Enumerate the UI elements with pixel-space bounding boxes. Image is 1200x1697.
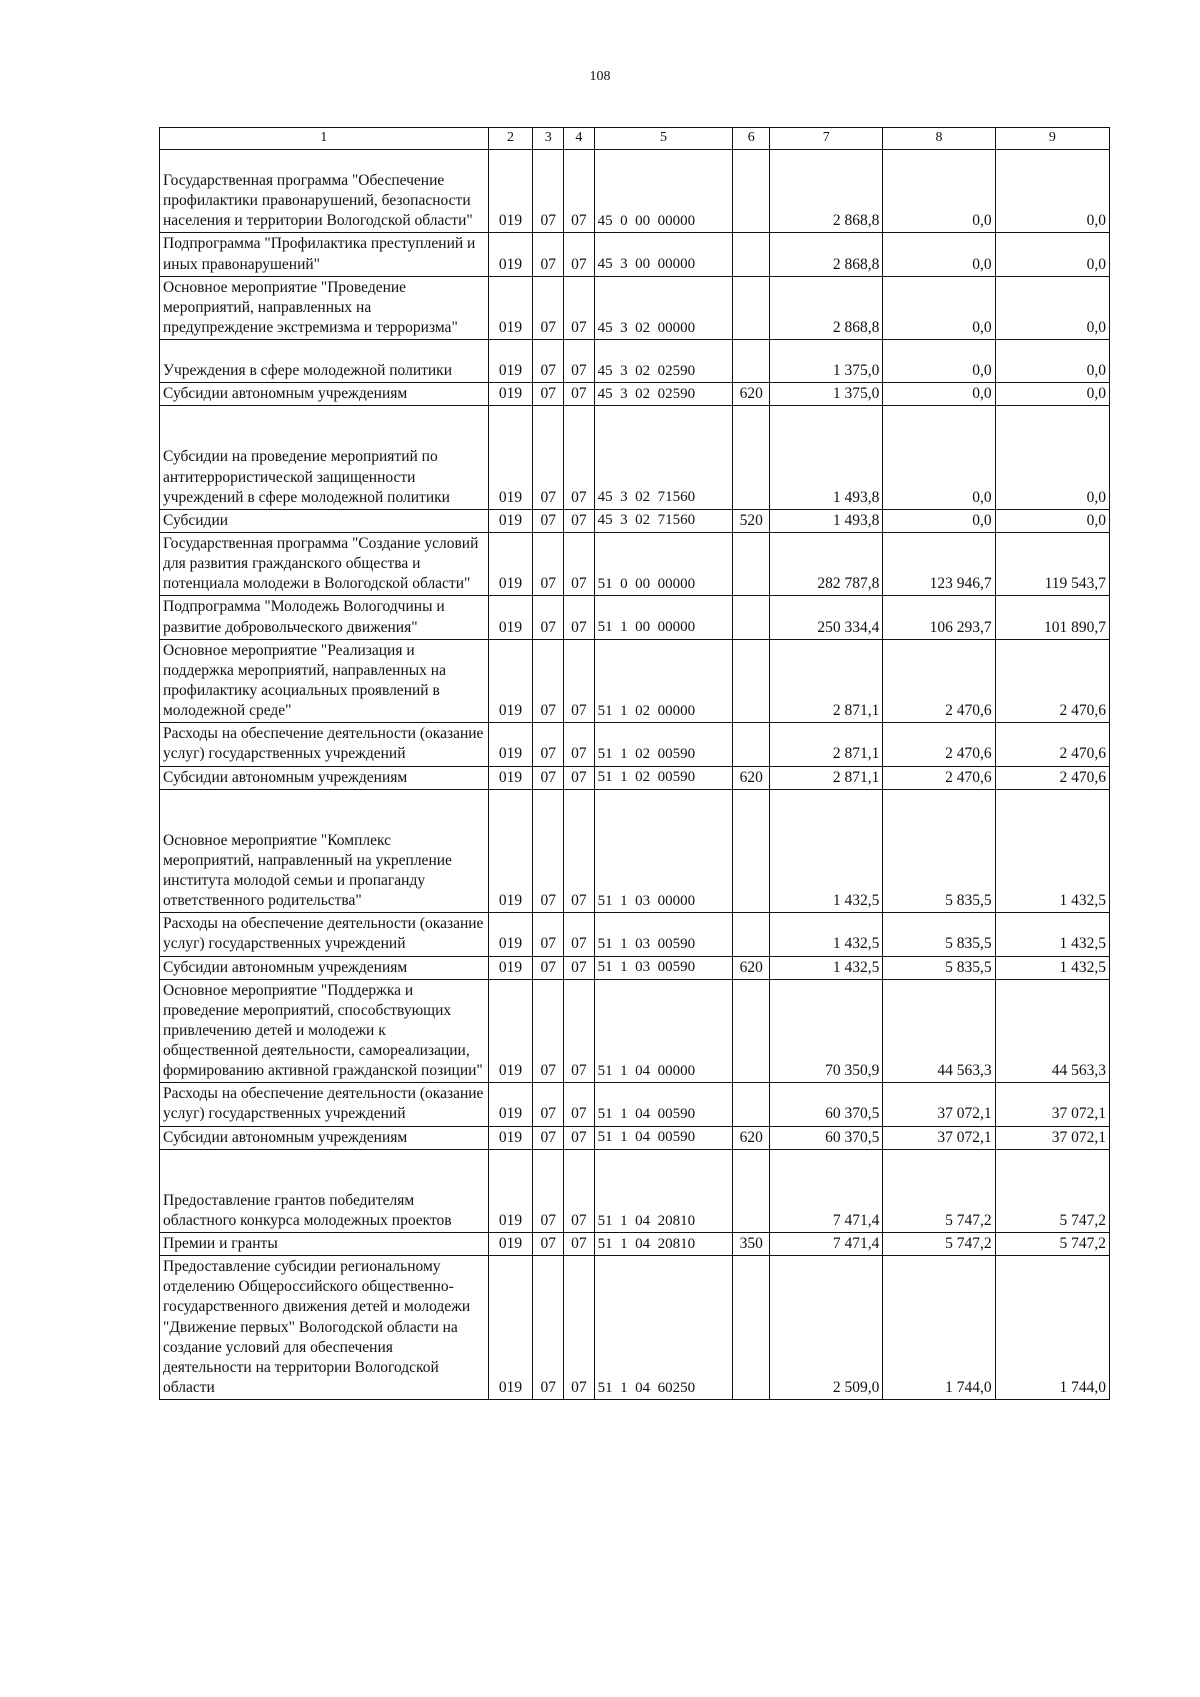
- row-col-3: 07: [533, 340, 564, 383]
- row-col-3: 07: [533, 789, 564, 913]
- row-col-4: 07: [564, 150, 595, 233]
- row-col-6: 620: [733, 383, 770, 406]
- row-name: Основное мероприятие "Проведение мероприятий, направленных на предупреждение экстремизма и терроризма": [160, 276, 489, 339]
- row-col-7: 282 787,8: [770, 532, 883, 595]
- row-col-6: 520: [733, 509, 770, 532]
- row-name: Субсидии автономным учреждениям: [160, 766, 489, 789]
- row-col-9: 5 747,2: [995, 1149, 1109, 1232]
- row-col-7: 1 432,5: [770, 789, 883, 913]
- row-col-9: 1 432,5: [995, 913, 1109, 956]
- row-col-3: 07: [533, 913, 564, 956]
- row-col-7: 2 868,8: [770, 233, 883, 276]
- row-col-7: 7 471,4: [770, 1149, 883, 1232]
- row-col-6: [733, 150, 770, 233]
- row-col-4: 07: [564, 276, 595, 339]
- header-col-5: 5: [594, 128, 733, 150]
- row-col-8: 0,0: [883, 150, 995, 233]
- row-col-7: 60 370,5: [770, 1126, 883, 1149]
- row-col-9: 0,0: [995, 383, 1109, 406]
- row-col-2: 019: [488, 1256, 533, 1400]
- row-name-text: Учреждения в сфере молодежной политики: [163, 362, 453, 380]
- row-col-3: 07: [533, 1126, 564, 1149]
- row-name: Подпрограмма "Профилактика преступлений и иных правонарушений": [160, 233, 489, 276]
- row-col-4: 07: [564, 1256, 595, 1400]
- row-col-9: 119 543,7: [995, 532, 1109, 595]
- row-name: [160, 150, 489, 233]
- row-col-3: 07: [533, 723, 564, 766]
- row-col-3: 07: [533, 639, 564, 723]
- row-col-6: [733, 276, 770, 339]
- row-col-6: [733, 639, 770, 723]
- row-col-8: 123 946,7: [883, 532, 995, 595]
- table-row: [160, 1083, 1110, 1126]
- row-code: 45 3 02 00000: [594, 276, 733, 339]
- row-col-9: 0,0: [995, 509, 1109, 532]
- row-col-4: 07: [564, 789, 595, 913]
- row-col-4: 07: [564, 956, 595, 979]
- row-col-7: 1 432,5: [770, 913, 883, 956]
- row-code: 45 3 02 02590: [594, 340, 733, 383]
- row-code: 45 0 00 00000: [594, 150, 733, 233]
- row-col-7: 70 350,9: [770, 979, 883, 1083]
- row-col-3: 07: [533, 276, 564, 339]
- row-col-9: 37 072,1: [995, 1126, 1109, 1149]
- row-code: 51 1 04 20810: [594, 1233, 733, 1256]
- row-col-4: 07: [564, 1126, 595, 1149]
- row-name: Основное мероприятие "Поддержка и проведение мероприятий, способствующих привлечению детей и молодежи к общественной деятельности, самореализации, формированию активной гражданской позиции": [160, 979, 489, 1083]
- row-col-6: [733, 723, 770, 766]
- row-col-8: 1 744,0: [883, 1256, 995, 1400]
- row-col-3: 07: [533, 596, 564, 639]
- table-row: [160, 596, 1110, 639]
- row-col-6: [733, 596, 770, 639]
- row-code: 51 1 04 60250: [594, 1256, 733, 1400]
- row-code: 51 1 00 00000: [594, 596, 733, 639]
- row-col-8: 44 563,3: [883, 979, 995, 1083]
- row-col-9: 5 747,2: [995, 1233, 1109, 1256]
- table-row: [160, 766, 1110, 789]
- row-col-6: [733, 406, 770, 509]
- header-col-1: 1: [160, 128, 489, 150]
- row-col-9: 1 432,5: [995, 789, 1109, 913]
- header-col-8: 8: [883, 128, 995, 150]
- table-row: [160, 1233, 1110, 1256]
- row-col-2: 019: [488, 956, 533, 979]
- row-col-2: 019: [488, 639, 533, 723]
- row-col-7: 1 375,0: [770, 340, 883, 383]
- row-name: Субсидии автономным учреждениям: [160, 383, 489, 406]
- table-row: [160, 276, 1110, 339]
- row-code: 45 3 00 00000: [594, 233, 733, 276]
- row-col-6: [733, 1256, 770, 1400]
- row-name: Расходы на обеспечение деятельности (оказание услуг) государственных учреждений: [160, 1083, 489, 1126]
- row-col-2: 019: [488, 406, 533, 509]
- row-col-8: 5 835,5: [883, 913, 995, 956]
- row-col-9: 0,0: [995, 406, 1109, 509]
- budget-table: [159, 127, 1110, 1400]
- row-col-2: 019: [488, 1233, 533, 1256]
- row-col-4: 07: [564, 1233, 595, 1256]
- row-name-text: Субсидии на проведение мероприятий по антитеррористической защищенности учреждений в сфере молодежной политики: [163, 448, 450, 506]
- row-col-6: [733, 233, 770, 276]
- row-name: Субсидии автономным учреждениям: [160, 956, 489, 979]
- row-col-8: 0,0: [883, 276, 995, 339]
- row-code: 45 3 02 71560: [594, 406, 733, 509]
- row-col-7: 2 509,0: [770, 1256, 883, 1400]
- row-name: Государственная программа "Создание условий для развития гражданского общества и потенциала молодежи в Вологодской области": [160, 532, 489, 595]
- row-code: 51 0 00 00000: [594, 532, 733, 595]
- row-col-8: 0,0: [883, 509, 995, 532]
- row-code: 51 1 02 00590: [594, 723, 733, 766]
- row-name: Расходы на обеспечение деятельности (оказание услуг) государственных учреждений: [160, 723, 489, 766]
- row-col-3: 07: [533, 532, 564, 595]
- header-col-6: 6: [733, 128, 770, 150]
- row-col-2: 019: [488, 150, 533, 233]
- row-code: 45 3 02 71560: [594, 509, 733, 532]
- row-col-6: 620: [733, 766, 770, 789]
- row-col-9: 1 744,0: [995, 1256, 1109, 1400]
- table-row: [160, 383, 1110, 406]
- row-name: Субсидии автономным учреждениям: [160, 1126, 489, 1149]
- row-col-7: 250 334,4: [770, 596, 883, 639]
- row-col-2: 019: [488, 233, 533, 276]
- row-col-6: [733, 789, 770, 913]
- row-name-text: Государственная программа "Обеспечение профилактики правонарушений, безопасности населения и территории Вологодской области": [163, 172, 473, 230]
- row-col-7: 1 375,0: [770, 383, 883, 406]
- row-code: 51 1 03 00590: [594, 913, 733, 956]
- row-col-4: 07: [564, 509, 595, 532]
- row-col-6: [733, 532, 770, 595]
- row-col-4: 07: [564, 766, 595, 789]
- row-col-3: 07: [533, 1083, 564, 1126]
- row-col-8: 0,0: [883, 340, 995, 383]
- row-code: 51 1 04 00590: [594, 1126, 733, 1149]
- row-col-3: 07: [533, 150, 564, 233]
- row-code: 51 1 03 00000: [594, 789, 733, 913]
- row-col-8: 2 470,6: [883, 766, 995, 789]
- row-name-text: Предоставление грантов победителям областного конкурса молодежных проектов: [163, 1191, 452, 1229]
- row-col-3: 07: [533, 1233, 564, 1256]
- row-name: Предоставление субсидии региональному отделению Общероссийского общественно-государственного движения детей и молодежи "Движение первых" Вологодской области на создание условий для обеспечения деятельности на территории Вологодской области: [160, 1256, 489, 1400]
- row-col-6: 620: [733, 956, 770, 979]
- row-col-6: [733, 979, 770, 1083]
- row-col-6: [733, 1083, 770, 1126]
- table-row: [160, 233, 1110, 276]
- row-name: [160, 1149, 489, 1232]
- table-row: [160, 406, 1110, 509]
- table-header-row: [160, 128, 1110, 150]
- row-code: 51 1 03 00590: [594, 956, 733, 979]
- row-col-2: 019: [488, 596, 533, 639]
- row-col-9: 2 470,6: [995, 766, 1109, 789]
- row-col-4: 07: [564, 723, 595, 766]
- row-col-2: 019: [488, 509, 533, 532]
- row-col-3: 07: [533, 766, 564, 789]
- table-row: [160, 1126, 1110, 1149]
- row-col-4: 07: [564, 1083, 595, 1126]
- row-col-7: 2 868,8: [770, 276, 883, 339]
- row-col-6: 620: [733, 1126, 770, 1149]
- row-col-8: 5 747,2: [883, 1149, 995, 1232]
- table-row: [160, 150, 1110, 233]
- row-code: 51 1 04 00590: [594, 1083, 733, 1126]
- row-col-4: 07: [564, 596, 595, 639]
- row-col-3: 07: [533, 233, 564, 276]
- row-col-7: 7 471,4: [770, 1233, 883, 1256]
- table-row: [160, 509, 1110, 532]
- row-name: [160, 406, 489, 509]
- row-name: [160, 340, 489, 383]
- row-col-3: 07: [533, 406, 564, 509]
- row-col-9: 0,0: [995, 276, 1109, 339]
- table-row: [160, 532, 1110, 595]
- row-col-6: [733, 340, 770, 383]
- row-col-4: 07: [564, 233, 595, 276]
- row-name: Подпрограмма "Молодежь Вологодчины и развитие добровольческого движения": [160, 596, 489, 639]
- row-col-2: 019: [488, 1126, 533, 1149]
- row-col-3: 07: [533, 509, 564, 532]
- row-col-8: 106 293,7: [883, 596, 995, 639]
- row-col-7: 1 493,8: [770, 509, 883, 532]
- row-col-7: 2 871,1: [770, 723, 883, 766]
- row-col-3: 07: [533, 979, 564, 1083]
- table-row: [160, 1256, 1110, 1400]
- row-col-8: 37 072,1: [883, 1126, 995, 1149]
- row-col-2: 019: [488, 532, 533, 595]
- row-col-4: 07: [564, 979, 595, 1083]
- row-col-4: 07: [564, 406, 595, 509]
- row-col-8: 5 747,2: [883, 1233, 995, 1256]
- row-code: 51 1 02 00590: [594, 766, 733, 789]
- row-col-9: 2 470,6: [995, 723, 1109, 766]
- row-col-9: 0,0: [995, 150, 1109, 233]
- row-col-8: 0,0: [883, 406, 995, 509]
- table-row: [160, 340, 1110, 383]
- table-row: [160, 956, 1110, 979]
- header-col-3: 3: [533, 128, 564, 150]
- row-col-9: 44 563,3: [995, 979, 1109, 1083]
- row-col-7: 2 871,1: [770, 766, 883, 789]
- row-col-9: 37 072,1: [995, 1083, 1109, 1126]
- row-name: Основное мероприятие "Реализация и поддержка мероприятий, направленных на профилактику асоциальных проявлений в молодежной среде": [160, 639, 489, 723]
- row-col-7: 1 493,8: [770, 406, 883, 509]
- row-col-3: 07: [533, 1256, 564, 1400]
- row-col-7: 60 370,5: [770, 1083, 883, 1126]
- row-name: [160, 789, 489, 913]
- header-col-7: 7: [770, 128, 883, 150]
- row-col-9: 0,0: [995, 233, 1109, 276]
- row-name-text: Основное мероприятие "Комплекс мероприятий, направленный на укрепление института молодой семьи и пропаганду ответственного родительства": [163, 831, 452, 910]
- table-row: [160, 1149, 1110, 1232]
- table-row: [160, 913, 1110, 956]
- row-col-3: 07: [533, 383, 564, 406]
- header-col-4: 4: [564, 128, 595, 150]
- row-col-4: 07: [564, 639, 595, 723]
- row-col-8: 37 072,1: [883, 1083, 995, 1126]
- row-col-2: 019: [488, 340, 533, 383]
- row-col-8: 5 835,5: [883, 789, 995, 913]
- row-col-9: 1 432,5: [995, 956, 1109, 979]
- row-col-2: 019: [488, 1149, 533, 1232]
- row-col-2: 019: [488, 276, 533, 339]
- row-col-7: 2 871,1: [770, 639, 883, 723]
- row-col-2: 019: [488, 913, 533, 956]
- row-col-9: 2 470,6: [995, 639, 1109, 723]
- row-col-3: 07: [533, 956, 564, 979]
- row-col-9: 0,0: [995, 340, 1109, 383]
- row-col-2: 019: [488, 723, 533, 766]
- row-code: 51 1 04 00000: [594, 979, 733, 1083]
- row-col-2: 019: [488, 766, 533, 789]
- row-col-8: 2 470,6: [883, 639, 995, 723]
- page-number: 108: [589, 69, 611, 84]
- table-row: [160, 723, 1110, 766]
- table-row: [160, 789, 1110, 913]
- row-col-3: 07: [533, 1149, 564, 1232]
- table-row: [160, 639, 1110, 723]
- row-col-6: [733, 913, 770, 956]
- row-col-2: 019: [488, 979, 533, 1083]
- row-col-8: 5 835,5: [883, 956, 995, 979]
- row-col-8: 0,0: [883, 233, 995, 276]
- row-col-4: 07: [564, 383, 595, 406]
- row-name: Расходы на обеспечение деятельности (оказание услуг) государственных учреждений: [160, 913, 489, 956]
- row-code: 51 1 02 00000: [594, 639, 733, 723]
- header-col-2: 2: [488, 128, 533, 150]
- header-col-9: 9: [995, 128, 1109, 150]
- row-col-8: 2 470,6: [883, 723, 995, 766]
- row-col-4: 07: [564, 340, 595, 383]
- row-col-2: 019: [488, 1083, 533, 1126]
- row-col-6: 350: [733, 1233, 770, 1256]
- row-col-9: 101 890,7: [995, 596, 1109, 639]
- row-col-7: 2 868,8: [770, 150, 883, 233]
- row-code: 45 3 02 02590: [594, 383, 733, 406]
- row-col-7: 1 432,5: [770, 956, 883, 979]
- row-col-4: 07: [564, 913, 595, 956]
- table-row: [160, 979, 1110, 1083]
- row-name: Премии и гранты: [160, 1233, 489, 1256]
- row-code: 51 1 04 20810: [594, 1149, 733, 1232]
- row-col-4: 07: [564, 1149, 595, 1232]
- row-col-2: 019: [488, 383, 533, 406]
- row-col-4: 07: [564, 532, 595, 595]
- row-name: Субсидии: [160, 509, 489, 532]
- row-col-6: [733, 1149, 770, 1232]
- row-col-8: 0,0: [883, 383, 995, 406]
- row-col-2: 019: [488, 789, 533, 913]
